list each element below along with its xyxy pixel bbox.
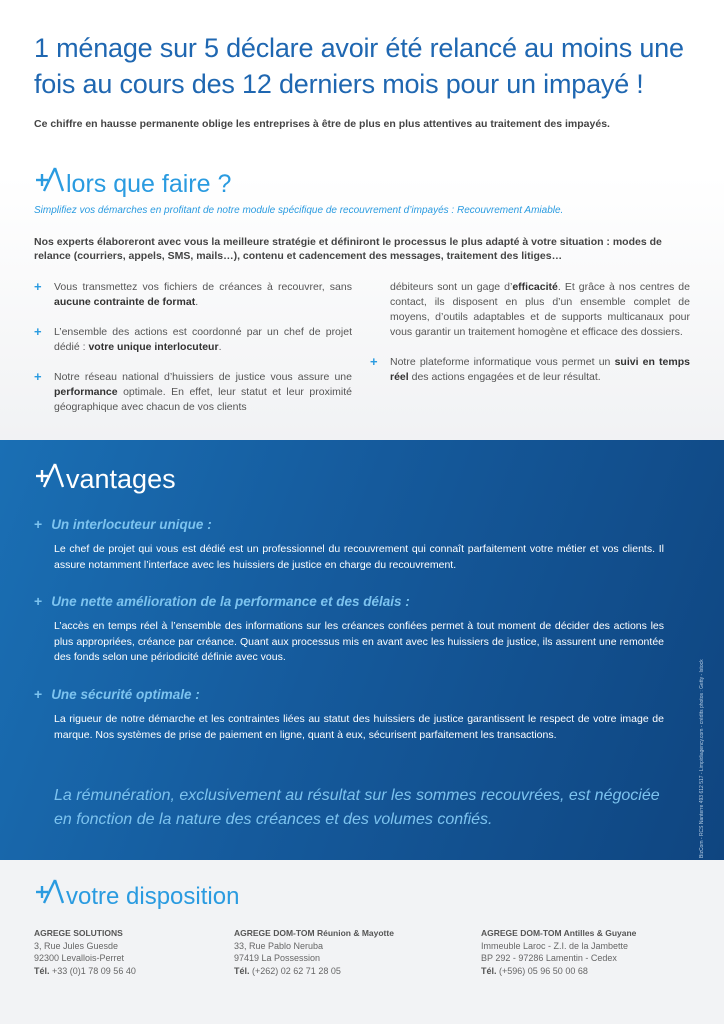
plus-icon: + bbox=[34, 324, 42, 339]
page-headline: 1 ménage sur 5 déclare avoir été relancé au moins une fois au cours des 12 derniers mois pour un impayé ! bbox=[34, 33, 684, 99]
office-street: 33, Rue Pablo Neruba bbox=[234, 940, 324, 951]
avantage-body: La rigueur de notre démarche et les contraintes liées au statut des huissiers de justice garantissent le respect de votre image de marque. Nos systèmes de prise de paiement en ligne, quant à eux, sécurisent parfaitement les transactions. bbox=[54, 713, 664, 741]
avantage-item bbox=[34, 593, 664, 666]
plus-icon: + bbox=[34, 516, 43, 532]
plus-icon: + bbox=[370, 354, 378, 369]
office-name: AGREGE DOM-TOM bbox=[234, 928, 315, 938]
avantage-body: L’accès en temps réel à l’ensemble des informations sur les créances confiées permet à tout moment de décider des actions les plus appropriées, créance par créance. Quant aux processus mis en avant avec les huissiers de justice, ils assurent une remontée des fonds selon une périodicité définie avec vous. bbox=[54, 620, 664, 663]
section-title-disposition bbox=[34, 878, 239, 911]
avantage-item bbox=[34, 516, 664, 573]
bullet-item: + Vous transmettez vos fichiers de créances à recouvrer, sans aucune contrainte de format. bbox=[34, 279, 352, 308]
page-subheadline: Ce chiffre en hausse permanente oblige les entreprises à être de plus en plus attentives au traitement des impayés. bbox=[34, 118, 610, 130]
brand-a-plus-icon bbox=[34, 166, 64, 192]
avantage-body: Le chef de projet qui vous est dédié est un professionnel du recouvrement qui connaît parfaitement votre métier et vos clients. Il assure notamment l’interface avec les huissiers de justice en charge du recouvrement. bbox=[54, 543, 664, 571]
office-address bbox=[34, 927, 136, 977]
office-street: Immeuble Laroc - Z.I. de la Jambette bbox=[481, 940, 629, 951]
office-phone: Tél. +33 (0)1 78 09 56 40 bbox=[34, 965, 136, 976]
office-address: AGREGE DOM-TOM Réunion & Mayotte 33, Rue Pablo Neruba 97419 La Possession Tél. (+262) 02 62 71 28 05 bbox=[234, 928, 394, 976]
intro-bold: Nos experts élaboreront avec vous la meilleure stratégie et définiront le processus le plus adapté à votre situation : modes de relance (courriers, appels, SMS, mails…), contenu et cadencement des messages, traitement des litiges… bbox=[34, 236, 662, 262]
bullet-item: + L’ensemble des actions est coordonné par un chef de projet dédié : votre unique interlocuteur. bbox=[34, 324, 352, 353]
photo-credits-text: BizCom - RCS Nanterre 493 612 517 - Limpidiagency.com - crédits photos : Getty - Istock bbox=[699, 659, 705, 858]
office-city: 92300 Levallois-Perret bbox=[34, 953, 125, 963]
intro-italic: Simplifiez vos démarches en profitant de notre module spécifique de recouvrement d’impayés : Recouvrement Amiable. bbox=[34, 205, 564, 216]
avantage-heading: Une nette amélioration de la performance et des délais : bbox=[51, 594, 410, 609]
section-title-avantages-text: vantages bbox=[66, 464, 176, 494]
section-title-avantages bbox=[34, 462, 176, 495]
bullet-item: + Notre plateforme informatique vous permet un suivi en temps réel des actions engagées et de leur résultat. bbox=[370, 354, 690, 383]
avantage-heading: Un interlocuteur unique : bbox=[51, 517, 212, 532]
brand-a-plus-icon bbox=[34, 462, 64, 488]
office-street: 3, Rue Jules Guesde bbox=[34, 940, 119, 951]
office-address: AGREGE DOM-TOM Antilles & Guyane Immeuble Laroc - Z.I. de la Jambette BP 292 - 97286 Lamentin - Cedex Tél. (+596) 05 96 50 00 68 bbox=[481, 928, 637, 976]
office-city: 97419 La Possession bbox=[234, 953, 321, 963]
office-name: AGREGE SOLUTIONS bbox=[34, 928, 123, 938]
office-phone: Tél. (+262) 02 62 71 28 05 bbox=[234, 965, 341, 976]
brand-a-plus-icon bbox=[34, 878, 64, 904]
office-phone: Tél. (+596) 05 96 50 00 68 bbox=[481, 965, 588, 976]
office-city: BP 292 - 97286 Lamentin - Cedex bbox=[481, 953, 617, 963]
bullet-continuation: débiteurs sont un gage d’efficacité. Et grâce à nos centres de contact, ils disposent en plus d’un ensemble complet de moyens, d’outils adaptables et de supports multicanaux pour vous garantir un traitement homogène et efficace des dossiers. bbox=[390, 281, 690, 338]
disposition-section bbox=[0, 860, 724, 1024]
plus-icon: + bbox=[34, 279, 42, 294]
bullets-left-column bbox=[34, 280, 352, 430]
bullets-right-column bbox=[370, 280, 690, 400]
office-name: AGREGE DOM-TOM bbox=[481, 928, 562, 938]
plus-icon: + bbox=[34, 593, 43, 609]
plus-icon: + bbox=[34, 686, 43, 702]
avantage-item bbox=[34, 686, 664, 743]
avantages-section bbox=[0, 440, 724, 860]
section-title-disposition-text: votre disposition bbox=[66, 883, 240, 910]
plus-icon: + bbox=[34, 369, 42, 384]
section-title-alors bbox=[34, 166, 231, 199]
top-section bbox=[0, 0, 724, 440]
photo-credits bbox=[697, 590, 709, 860]
section-title-alors-text: lors que faire ? bbox=[66, 170, 232, 198]
bullet-item: + Notre réseau national d’huissiers de justice vous assure une performance optimale. En effet, leur statut et leur proximité géographique avec chacun de vos clients bbox=[34, 369, 352, 413]
avantage-heading: Une sécurité optimale : bbox=[51, 687, 200, 702]
remuneration-statement: La rémunération, exclusivement au résultat sur les sommes recouvrées, est négociée en fonction de la nature des créances et des volumes confiés. bbox=[54, 787, 660, 828]
